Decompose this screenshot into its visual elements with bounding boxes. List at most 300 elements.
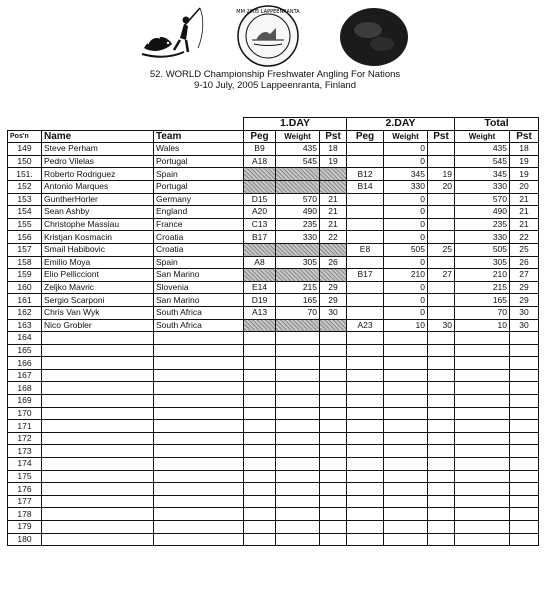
cell-empty [320, 521, 347, 534]
table-row [8, 231, 539, 244]
cell-empty [42, 432, 154, 445]
cell-pst2 [428, 306, 455, 319]
cell-weight1 [276, 319, 320, 332]
cell-team: Spain [154, 256, 244, 269]
cell-peg2: B12 [347, 168, 384, 181]
cell-weight2: 0 [384, 206, 428, 219]
table-row [8, 294, 539, 307]
cell-pos: 160 [8, 281, 42, 294]
cell-weight2: 0 [384, 231, 428, 244]
cell-total-weight: 330 [455, 231, 510, 244]
table-row [8, 218, 539, 231]
cell-empty [428, 357, 455, 370]
cell-team: Portugal [154, 180, 244, 193]
cell-weight1: 305 [276, 256, 320, 269]
cell-empty [510, 533, 539, 546]
table-row [8, 395, 539, 408]
cell-empty [384, 458, 428, 471]
cell-empty [428, 420, 455, 433]
table-row [8, 193, 539, 206]
cell-pst1: 26 [320, 256, 347, 269]
cell-empty [384, 420, 428, 433]
cell-empty [510, 495, 539, 508]
cell-total-pst: 27 [510, 269, 539, 282]
table-row [8, 445, 539, 458]
seal-lettering: MM 2005 LAPPEENRANTA [236, 9, 300, 15]
cell-empty [276, 495, 320, 508]
cell-empty [384, 508, 428, 521]
cell-peg2: B14 [347, 180, 384, 193]
cell-empty [320, 407, 347, 420]
cell-weight1: 545 [276, 155, 320, 168]
cell-empty [154, 533, 244, 546]
cell-weight1: 435 [276, 143, 320, 156]
total-header: Total [455, 118, 539, 131]
cell-pst2 [428, 281, 455, 294]
cell-total-pst: 21 [510, 193, 539, 206]
cell-total-pst: 26 [510, 256, 539, 269]
cell-pos: 173 [8, 445, 42, 458]
cell-pst1: 22 [320, 231, 347, 244]
cell-name: Kristjan Kosmacin [42, 231, 154, 244]
cell-empty [455, 458, 510, 471]
cell-empty [384, 521, 428, 534]
cell-team: South Africa [154, 306, 244, 319]
table-row [8, 420, 539, 433]
cell-peg1: A8 [244, 256, 276, 269]
cell-empty [428, 470, 455, 483]
cell-team: Germany [154, 193, 244, 206]
cell-weight1: 235 [276, 218, 320, 231]
cell-peg1: D19 [244, 294, 276, 307]
table-row [8, 269, 539, 282]
cell-empty [455, 332, 510, 345]
cell-empty [276, 382, 320, 395]
cell-empty [347, 508, 384, 521]
cell-peg1 [244, 168, 276, 181]
cell-empty [244, 357, 276, 370]
cell-empty [455, 445, 510, 458]
cell-empty [384, 445, 428, 458]
cell-empty [428, 533, 455, 546]
cell-weight2: 0 [384, 256, 428, 269]
cell-empty [455, 344, 510, 357]
cell-empty [42, 407, 154, 420]
cell-empty [428, 332, 455, 345]
table-row [8, 281, 539, 294]
table-row [8, 344, 539, 357]
cell-pst1: 29 [320, 281, 347, 294]
cell-pst1: 21 [320, 218, 347, 231]
cell-peg1 [244, 319, 276, 332]
cell-empty [428, 395, 455, 408]
cell-empty [42, 445, 154, 458]
table-row [8, 458, 539, 471]
team-header: Team [154, 130, 244, 143]
cell-empty [154, 420, 244, 433]
cell-empty [42, 521, 154, 534]
cell-total-pst: 29 [510, 294, 539, 307]
cell-peg2 [347, 281, 384, 294]
cell-weight1: 70 [276, 306, 320, 319]
cell-empty [347, 332, 384, 345]
cell-pos: 149 [8, 143, 42, 156]
cell-name: GuntherHorler [42, 193, 154, 206]
cell-pst1 [320, 168, 347, 181]
cell-pst2: 25 [428, 243, 455, 256]
cell-pst1: 19 [320, 155, 347, 168]
cell-empty [428, 445, 455, 458]
cell-empty [320, 420, 347, 433]
cell-team: Slovenia [154, 281, 244, 294]
cell-total-weight: 210 [455, 269, 510, 282]
table-row [8, 243, 539, 256]
cell-total-weight: 70 [455, 306, 510, 319]
cell-empty [510, 332, 539, 345]
cell-weight1 [276, 168, 320, 181]
cell-weight2: 0 [384, 143, 428, 156]
cell-empty [276, 432, 320, 445]
cell-empty [276, 445, 320, 458]
cell-weight2: 330 [384, 180, 428, 193]
cell-empty [244, 470, 276, 483]
cell-empty [347, 458, 384, 471]
cell-empty [384, 495, 428, 508]
cell-peg1 [244, 243, 276, 256]
cell-peg2 [347, 155, 384, 168]
table-row [8, 470, 539, 483]
cell-empty [347, 407, 384, 420]
cell-weight1 [276, 180, 320, 193]
cell-empty [42, 495, 154, 508]
cell-empty [455, 369, 510, 382]
cell-empty [347, 382, 384, 395]
cell-peg2: A23 [347, 319, 384, 332]
cell-weight2: 0 [384, 306, 428, 319]
pst1-header: Pst [320, 130, 347, 143]
cell-name: Sergio Scarponi [42, 294, 154, 307]
cell-total-pst: 21 [510, 206, 539, 219]
cell-pos: 168 [8, 382, 42, 395]
cell-empty [42, 533, 154, 546]
cell-empty [154, 508, 244, 521]
cell-weight1 [276, 243, 320, 256]
dark-emblem-icon [338, 6, 410, 68]
cell-empty [320, 382, 347, 395]
cell-total-weight: 570 [455, 193, 510, 206]
cell-total-weight: 435 [455, 143, 510, 156]
cell-empty [244, 495, 276, 508]
cell-peg2 [347, 206, 384, 219]
cell-empty [42, 508, 154, 521]
cell-total-pst: 19 [510, 155, 539, 168]
table-row [8, 180, 539, 193]
cell-team: San Marino [154, 269, 244, 282]
cell-peg2 [347, 306, 384, 319]
table-row [8, 256, 539, 269]
cell-empty [42, 483, 154, 496]
cell-empty [320, 483, 347, 496]
cell-pst2 [428, 218, 455, 231]
cell-empty [154, 332, 244, 345]
cell-pos: 167 [8, 369, 42, 382]
pst2-header: Pst [428, 130, 455, 143]
cell-peg2 [347, 294, 384, 307]
cell-pst2: 30 [428, 319, 455, 332]
cell-total-weight: 345 [455, 168, 510, 181]
cell-weight1: 165 [276, 294, 320, 307]
name-header: Name [42, 130, 154, 143]
cell-empty [455, 495, 510, 508]
cell-pos: 158 [8, 256, 42, 269]
cell-name: Smail Habibovic [42, 243, 154, 256]
cell-empty [154, 369, 244, 382]
cell-empty [244, 432, 276, 445]
cell-empty [455, 508, 510, 521]
cell-weight1: 570 [276, 193, 320, 206]
table-row [8, 306, 539, 319]
cell-peg1 [244, 269, 276, 282]
cell-peg2 [347, 231, 384, 244]
cell-empty [42, 395, 154, 408]
cell-empty [428, 432, 455, 445]
cell-pos: 159 [8, 269, 42, 282]
peg1-header: Peg [244, 130, 276, 143]
cell-weight2: 0 [384, 218, 428, 231]
cell-empty [455, 521, 510, 534]
cell-total-pst: 22 [510, 231, 539, 244]
angler-fish-logo-icon [140, 4, 210, 62]
cell-empty [384, 369, 428, 382]
cell-pos: 169 [8, 395, 42, 408]
table-row [8, 495, 539, 508]
cell-total-weight: 330 [455, 180, 510, 193]
cell-weight1: 490 [276, 206, 320, 219]
cell-empty [384, 407, 428, 420]
page-title: 52. WORLD Championship Freshwater Angling For Nations [149, 69, 401, 80]
cell-weight2: 505 [384, 243, 428, 256]
cell-pst1 [320, 243, 347, 256]
table-row [8, 168, 539, 181]
cell-pos: 161 [8, 294, 42, 307]
cell-team: South Africa [154, 319, 244, 332]
cell-name: Elio Pellicciont [42, 269, 154, 282]
cell-empty [320, 508, 347, 521]
cell-empty [384, 470, 428, 483]
cell-name: Christophe Massiau [42, 218, 154, 231]
cell-empty [510, 470, 539, 483]
cell-total-pst: 30 [510, 319, 539, 332]
cell-pos: 174 [8, 458, 42, 471]
cell-peg2: E8 [347, 243, 384, 256]
cell-empty [347, 521, 384, 534]
cell-weight2: 10 [384, 319, 428, 332]
result-rows [8, 143, 539, 332]
cell-empty [320, 332, 347, 345]
table-row [8, 521, 539, 534]
cell-empty [510, 521, 539, 534]
cell-team: Portugal [154, 155, 244, 168]
cell-empty [428, 344, 455, 357]
cell-empty [455, 533, 510, 546]
cell-empty [154, 382, 244, 395]
cell-weight2: 0 [384, 155, 428, 168]
cell-empty [244, 533, 276, 546]
cell-pst1: 29 [320, 294, 347, 307]
table-row [8, 319, 539, 332]
cell-name: Zeljko Mavric [42, 281, 154, 294]
cell-empty [244, 395, 276, 408]
cell-empty [510, 483, 539, 496]
cell-empty [42, 458, 154, 471]
cell-team: Spain [154, 168, 244, 181]
cell-pos: 151. [8, 168, 42, 181]
cell-weight2: 0 [384, 193, 428, 206]
cell-empty [244, 445, 276, 458]
cell-name: Antonio Marques [42, 180, 154, 193]
cell-pos: 171 [8, 420, 42, 433]
table-row [8, 332, 539, 345]
cell-pos: 170 [8, 407, 42, 420]
cell-peg2: B17 [347, 269, 384, 282]
cell-empty [154, 521, 244, 534]
cell-empty [244, 508, 276, 521]
cell-empty [428, 483, 455, 496]
cell-empty [428, 521, 455, 534]
cell-empty [384, 432, 428, 445]
cell-empty [276, 483, 320, 496]
cell-weight2: 0 [384, 294, 428, 307]
cell-empty [154, 407, 244, 420]
cell-team: Croatia [154, 231, 244, 244]
cell-pst2 [428, 231, 455, 244]
cell-empty [510, 508, 539, 521]
cell-pst2 [428, 193, 455, 206]
weight1-header: Weight [276, 130, 320, 143]
results-table [7, 117, 539, 546]
cell-empty [510, 357, 539, 370]
cell-empty [42, 357, 154, 370]
cell-empty [455, 432, 510, 445]
cell-empty [384, 533, 428, 546]
cell-empty [347, 432, 384, 445]
cell-empty [154, 483, 244, 496]
table-row [8, 369, 539, 382]
cell-empty [154, 445, 244, 458]
cell-empty [276, 521, 320, 534]
cell-peg2 [347, 143, 384, 156]
cell-empty [320, 369, 347, 382]
cell-pst2 [428, 294, 455, 307]
cell-empty [428, 382, 455, 395]
cell-peg1: A13 [244, 306, 276, 319]
cell-pst2: 20 [428, 180, 455, 193]
day2-header: 2.DAY [347, 118, 455, 131]
cell-total-weight: 505 [455, 243, 510, 256]
cell-pos: 179 [8, 521, 42, 534]
cell-pos: 172 [8, 432, 42, 445]
cell-total-pst: 25 [510, 243, 539, 256]
cell-total-pst: 29 [510, 281, 539, 294]
cell-empty [276, 357, 320, 370]
cell-pst2 [428, 155, 455, 168]
cell-team: San Marino [154, 294, 244, 307]
cell-team: France [154, 218, 244, 231]
cell-empty [276, 407, 320, 420]
table-row [8, 432, 539, 445]
cell-total-pst: 20 [510, 180, 539, 193]
cell-pst2 [428, 256, 455, 269]
cell-name: Pedro Vilelas [42, 155, 154, 168]
cell-empty [347, 420, 384, 433]
cell-empty [154, 458, 244, 471]
cell-team: Croatia [154, 243, 244, 256]
cell-empty [276, 508, 320, 521]
cell-total-weight: 215 [455, 281, 510, 294]
cell-total-weight: 235 [455, 218, 510, 231]
cell-pos: 157 [8, 243, 42, 256]
cell-total-pst: 18 [510, 143, 539, 156]
cell-total-pst: 19 [510, 168, 539, 181]
table-row [8, 407, 539, 420]
cell-weight1: 330 [276, 231, 320, 244]
cell-empty [384, 332, 428, 345]
cell-peg1: A20 [244, 206, 276, 219]
cell-pos: 162 [8, 306, 42, 319]
cell-empty [244, 369, 276, 382]
cell-empty [320, 495, 347, 508]
cell-empty [455, 357, 510, 370]
cell-empty [510, 420, 539, 433]
cell-peg1: A18 [244, 155, 276, 168]
cell-total-weight: 10 [455, 319, 510, 332]
total-weight-header: Weight [455, 130, 510, 143]
cell-name: Chris Van Wyk [42, 306, 154, 319]
cell-empty [384, 344, 428, 357]
cell-weight2: 0 [384, 281, 428, 294]
cell-empty [428, 369, 455, 382]
cell-pst2: 27 [428, 269, 455, 282]
table-row [8, 483, 539, 496]
cell-empty [244, 458, 276, 471]
table-row [8, 533, 539, 546]
cell-empty [320, 344, 347, 357]
cell-empty [42, 382, 154, 395]
header-logos [0, 0, 550, 70]
cell-peg1: E14 [244, 281, 276, 294]
cell-name: Steve Perham [42, 143, 154, 156]
cell-empty [244, 332, 276, 345]
cell-empty [455, 407, 510, 420]
cell-pos: 177 [8, 495, 42, 508]
cell-empty [42, 344, 154, 357]
cell-pst2 [428, 143, 455, 156]
cell-empty [347, 395, 384, 408]
championship-seal-icon [236, 4, 300, 68]
cell-empty [154, 357, 244, 370]
cell-empty [276, 458, 320, 471]
day1-header: 1.DAY [244, 118, 347, 131]
cell-pos: 155 [8, 218, 42, 231]
table-row [8, 357, 539, 370]
cell-empty [510, 445, 539, 458]
cell-empty [320, 395, 347, 408]
cell-empty [384, 483, 428, 496]
cell-empty [455, 382, 510, 395]
cell-empty [154, 432, 244, 445]
cell-empty [276, 344, 320, 357]
cell-pos: 176 [8, 483, 42, 496]
